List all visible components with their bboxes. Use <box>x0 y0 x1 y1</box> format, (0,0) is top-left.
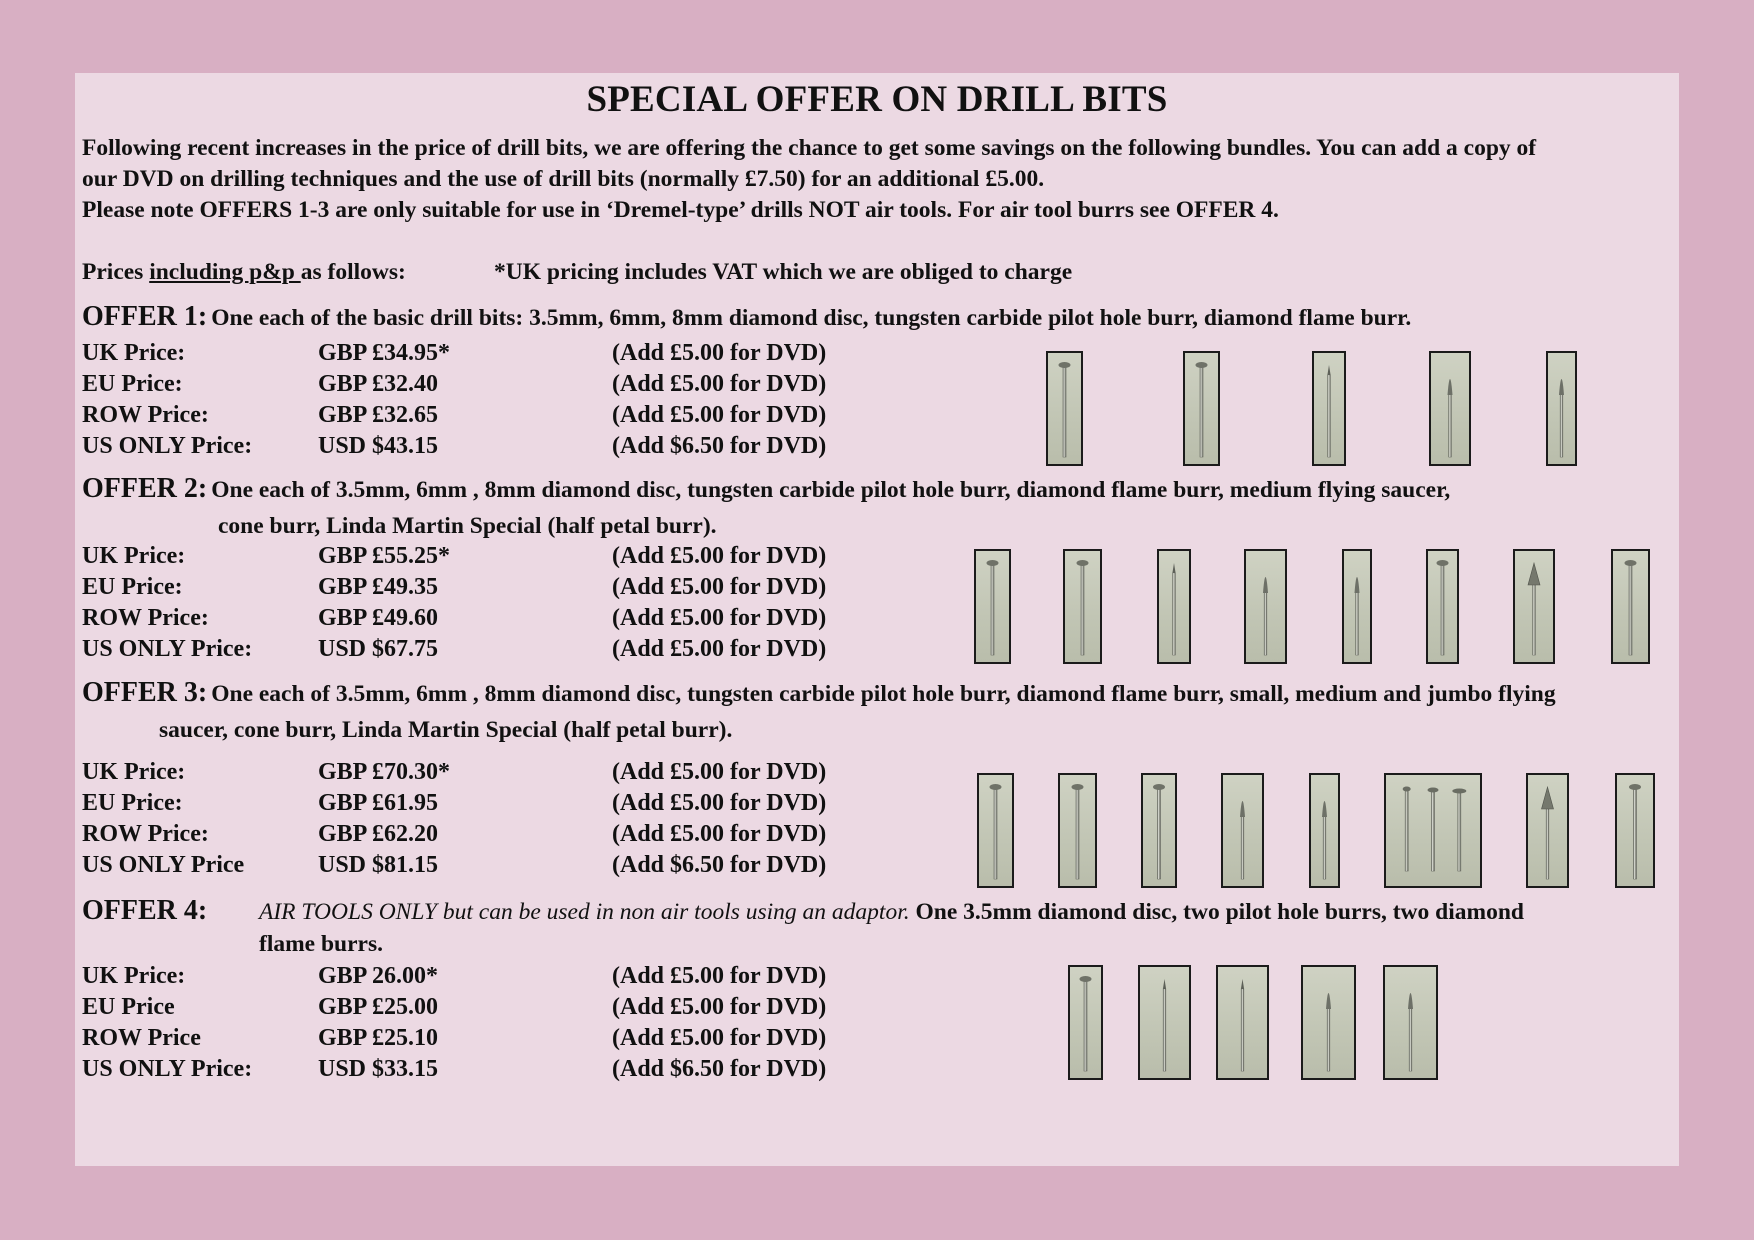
flame-burr-icon <box>1309 773 1340 888</box>
dvd-addon: (Add £5.00 for DVD) <box>612 371 827 397</box>
dvd-addon: (Add £5.00 for DVD) <box>612 402 827 428</box>
disc-bit-icon <box>1058 773 1097 888</box>
offer-3-price-row <box>82 790 982 821</box>
price-value: GBP £49.60 <box>318 605 439 631</box>
price-value: USD $81.15 <box>318 852 439 878</box>
offer-1-price-row <box>82 371 982 402</box>
region-label: ROW Price <box>82 1025 201 1051</box>
pricing-note-suffix: as follows: <box>300 259 406 285</box>
price-value: GBP £25.10 <box>318 1025 439 1051</box>
saucer-set-icon <box>1384 773 1482 888</box>
region-label: UK Price: <box>82 963 186 989</box>
disc-bit-icon <box>974 549 1011 664</box>
offer-1-price-row <box>82 402 982 433</box>
disc-bit-icon <box>977 773 1014 888</box>
region-label: UK Price: <box>82 759 186 785</box>
offer-2-price-row <box>82 605 982 636</box>
price-value: USD $33.15 <box>318 1056 439 1082</box>
dvd-addon: (Add £5.00 for DVD) <box>612 963 827 989</box>
price-value: GBP £55.25* <box>318 543 451 569</box>
pricing-note-underlined: including p&p <box>149 259 301 285</box>
dvd-addon: (Add £5.00 for DVD) <box>612 605 827 631</box>
offer-1-heading <box>82 301 1411 333</box>
region-label: UK Price: <box>82 543 186 569</box>
dvd-addon: (Add £5.00 for DVD) <box>612 790 827 816</box>
region-label: EU Price <box>82 994 175 1020</box>
dvd-addon: (Add $6.50 for DVD) <box>612 433 827 459</box>
offer-2-label: OFFER 2: <box>82 473 208 504</box>
dvd-addon: (Add £5.00 for DVD) <box>612 636 827 662</box>
price-value: GBP £62.20 <box>318 821 439 847</box>
offer-4-price-row <box>82 1025 982 1056</box>
disc-bit-icon <box>1611 549 1650 664</box>
offer-4-heading <box>82 895 207 927</box>
disc-bit-icon <box>1141 773 1177 888</box>
dvd-addon: (Add $6.50 for DVD) <box>612 1056 827 1082</box>
offer-4-label: OFFER 4: <box>82 895 208 926</box>
price-value: USD $67.75 <box>318 636 439 662</box>
price-value: GBP £49.35 <box>318 574 439 600</box>
intro-line-2: our DVD on drilling techniques and the use of drill bits (normally £7.50) for an additional £5.00. <box>82 166 1045 192</box>
offer-4-description-text: One 3.5mm diamond disc, two pilot hole burrs, two diamond <box>909 899 1524 925</box>
offer-2-description-cont: cone burr, Linda Martin Special (half petal burr). <box>218 513 717 539</box>
offer-1-label: OFFER 1: <box>82 301 208 332</box>
offer-2-description: One each of 3.5mm, 6mm , 8mm diamond disc, tungsten carbide pilot hole burr, diamond flame burr, medium flying saucer, <box>211 477 1451 503</box>
offer-2-heading <box>82 473 1450 505</box>
pilot-burr-icon <box>1157 549 1191 664</box>
intro-line-3: Please note OFFERS 1-3 are only suitable for use in ‘Dremel-type’ drills NOT air tools. For air tool burrs see OFFER 4. <box>82 197 1279 223</box>
region-label: EU Price: <box>82 574 183 600</box>
flame-burr-icon <box>1546 351 1577 466</box>
dvd-addon: (Add £5.00 for DVD) <box>612 994 827 1020</box>
offer-3-heading <box>82 677 1556 709</box>
offer-1-description: One each of the basic drill bits: 3.5mm, 6mm, 8mm diamond disc, tungsten carbide pilot hole burr, diamond flame burr. <box>211 305 1412 331</box>
offer-1-price-row <box>82 433 982 464</box>
price-value: GBP £70.30* <box>318 759 451 785</box>
offer-4-price-row <box>82 994 982 1025</box>
price-value: GBP £61.95 <box>318 790 439 816</box>
offer-4-price-row <box>82 963 982 994</box>
dvd-addon: (Add £5.00 for DVD) <box>612 340 827 366</box>
flame-burr-icon <box>1221 773 1264 888</box>
offer-4-description-cont: flame burrs. <box>259 931 384 957</box>
disc-bit-icon <box>1068 965 1103 1080</box>
offer-3-price-row <box>82 759 982 790</box>
dvd-addon: (Add £5.00 for DVD) <box>612 574 827 600</box>
intro-line-1: Following recent increases in the price of drill bits, we are offering the chance to get some savings on the following bundles. You can add a copy of <box>82 135 1537 161</box>
region-label: US ONLY Price: <box>82 636 253 662</box>
dvd-addon: (Add $6.50 for DVD) <box>612 852 827 878</box>
offer-2-price-row <box>82 636 982 667</box>
price-value: GBP £32.40 <box>318 371 439 397</box>
offer-3-description: One each of 3.5mm, 6mm , 8mm diamond disc, tungsten carbide pilot hole burr, diamond flame burr, small, medium and jumbo flying <box>211 681 1556 707</box>
region-label: ROW Price: <box>82 821 209 847</box>
offer-4-price-row <box>82 1056 982 1087</box>
flame-burr-icon <box>1301 965 1356 1080</box>
price-value: GBP £34.95* <box>318 340 451 366</box>
price-value: GBP 26.00* <box>318 963 439 989</box>
disc-bit-icon <box>1426 549 1459 664</box>
region-label: ROW Price: <box>82 605 209 631</box>
cone-burr-icon <box>1526 773 1569 888</box>
dvd-addon: (Add £5.00 for DVD) <box>612 1025 827 1051</box>
price-value: GBP £25.00 <box>318 994 439 1020</box>
pricing-note <box>82 259 406 286</box>
offer-2-price-row <box>82 543 982 574</box>
dvd-addon: (Add £5.00 for DVD) <box>612 543 827 569</box>
region-label: ROW Price: <box>82 402 209 428</box>
offer-3-price-row <box>82 821 982 852</box>
region-label: EU Price: <box>82 790 183 816</box>
pilot-burr-icon <box>1138 965 1191 1080</box>
price-value: GBP £32.65 <box>318 402 439 428</box>
offer-sheet <box>75 73 1679 1166</box>
region-label: UK Price: <box>82 340 186 366</box>
offer-4-air-tools-note: AIR TOOLS ONLY but can be used in non air tools using an adaptor. <box>259 899 910 925</box>
flame-burr-icon <box>1244 549 1287 664</box>
disc-bit-icon <box>1183 351 1220 466</box>
pilot-burr-icon <box>1312 351 1346 466</box>
dvd-addon: (Add £5.00 for DVD) <box>612 821 827 847</box>
offer-3-label: OFFER 3: <box>82 677 208 708</box>
disc-bit-icon <box>1615 773 1655 888</box>
dvd-addon: (Add £5.00 for DVD) <box>612 759 827 785</box>
vat-note: *UK pricing includes VAT which we are obliged to charge <box>494 259 1073 285</box>
region-label: US ONLY Price <box>82 852 245 878</box>
flame-burr-icon <box>1383 965 1438 1080</box>
offer-4-description <box>259 899 1524 926</box>
page-title: SPECIAL OFFER ON DRILL BITS <box>586 79 1168 120</box>
region-label: US ONLY Price: <box>82 433 253 459</box>
flame-burr-icon <box>1429 351 1471 466</box>
disc-bit-icon <box>1063 549 1102 664</box>
offer-1-price-row <box>82 340 982 371</box>
price-value: USD $43.15 <box>318 433 439 459</box>
flame-burr-icon <box>1342 549 1372 664</box>
offer-3-description-cont: saucer, cone burr, Linda Martin Special (half petal burr). <box>159 717 733 743</box>
cone-burr-icon <box>1513 549 1555 664</box>
offer-2-price-row <box>82 574 982 605</box>
offer-3-price-row <box>82 852 982 883</box>
disc-bit-icon <box>1046 351 1083 466</box>
region-label: EU Price: <box>82 371 183 397</box>
region-label: US ONLY Price: <box>82 1056 253 1082</box>
pricing-note-prefix: Prices <box>82 259 150 285</box>
pilot-burr-icon <box>1216 965 1269 1080</box>
